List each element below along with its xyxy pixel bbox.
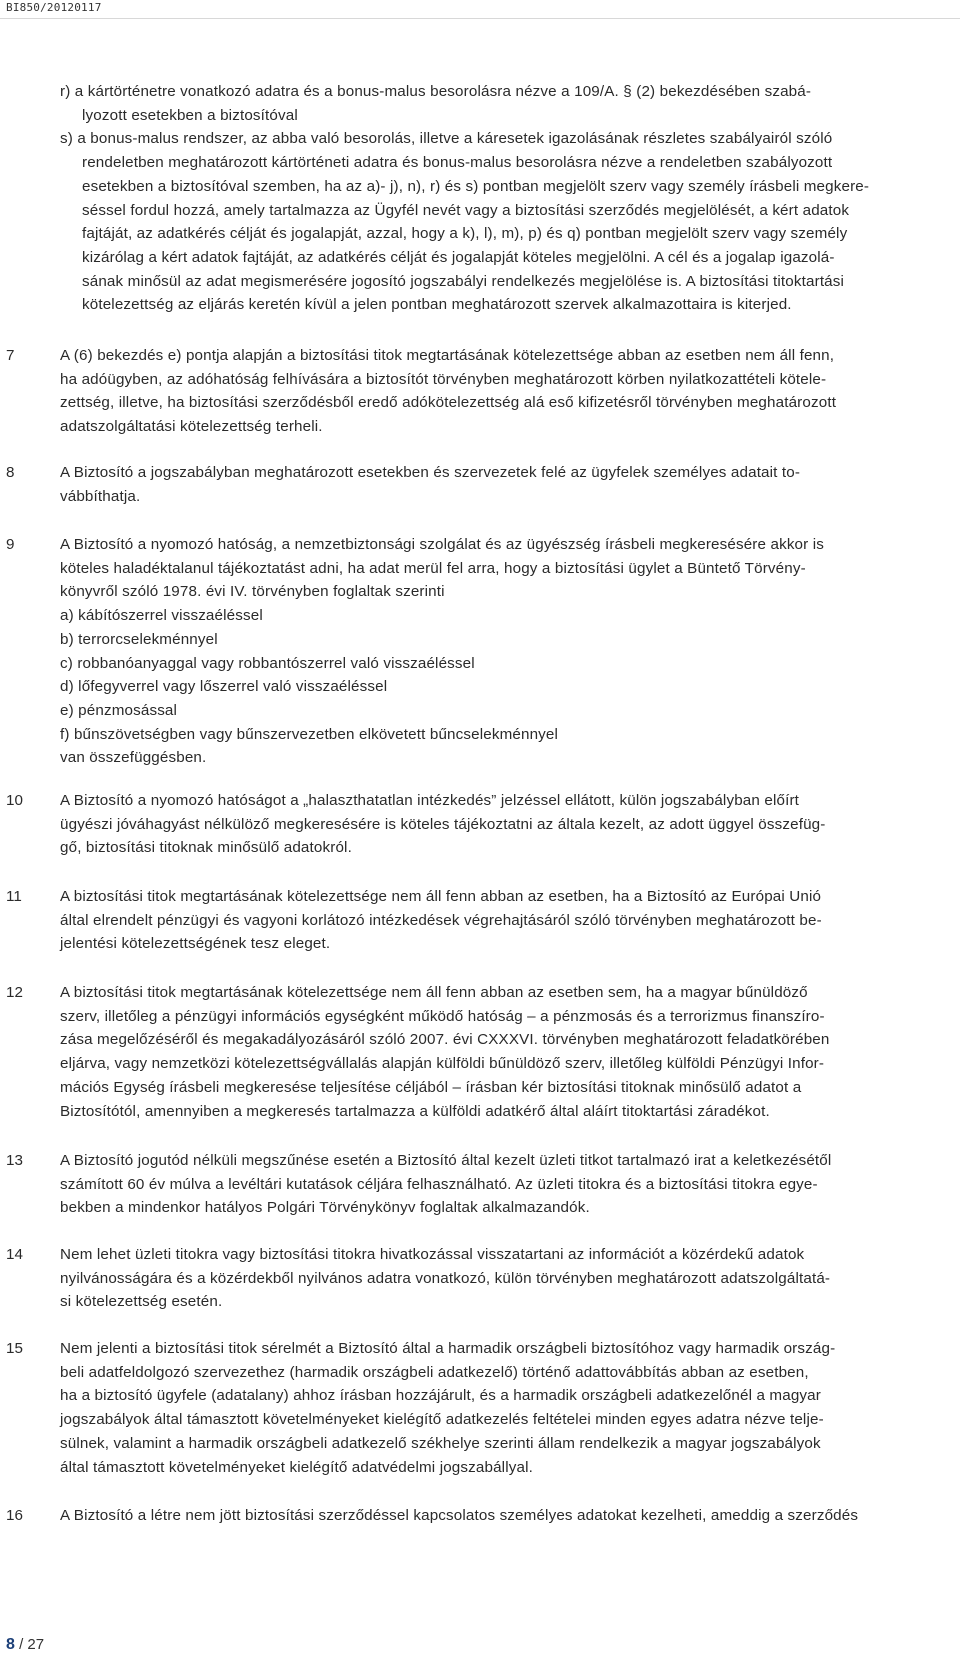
paragraph-line: ügyészi jóváhagyást nélkülöző megkeresésére is köteles tájékoztatni az általa kezelt, az adott üggyel összefüg-: [60, 815, 826, 833]
paragraph-line: b) terrorcselekménnyel: [60, 630, 218, 648]
paragraph-line: A Biztosító a nyomozó hatóság, a nemzetbiztonsági szolgálat és az ügyészség írásbeli megkeresésére akkor is: [60, 536, 825, 553]
paragraph-line: s) a bonus-malus rendszer, az abba való besorolás, illetve a káresetek igazolásának részletes szabályairól szóló: [60, 130, 833, 148]
paragraph-line: Nem jelenti a biztosítási titok sérelmét a Biztosító által a harmadik országbeli biztosítóhoz vagy harmadik ország-: [60, 1340, 836, 1357]
paragraph-line: kötelezettség az eljárás keretén kívül a jelen pontban meghatározott szervek alkalmazottaira is kiterjed.: [82, 296, 792, 314]
paragraph-line: köteles haladéktalanul tájékoztatást adni, ha adat merül fel arra, hogy a biztosítási ügylet a Büntető Törvény-: [60, 559, 806, 577]
paragraph-line: f) bűnszövetségben vagy bűnszervezetben elkövetett bűncselekménnyel: [60, 725, 559, 743]
paragraph-number: 13: [6, 1152, 23, 1169]
paragraph-line: gő, biztosítási titoknak minősülő adatokról.: [60, 839, 352, 857]
paragraph-line: kizárólag a kért adatok fajtáját, az adatkérés célját és jogalapját köteles megjelölni. A cél és a jogalap igazolá-: [82, 248, 835, 266]
paragraph-line: a) kábítószerrel visszaéléssel: [60, 607, 263, 625]
total-pages: / 27: [19, 1636, 45, 1653]
paragraph-number: 8: [6, 464, 15, 481]
paragraph-line: bekben a mindenkor hatályos Polgári Törvénykönyv foglaltak alkalmazandók.: [60, 1199, 590, 1217]
paragraph-number: 9: [6, 536, 15, 553]
paragraph-line: eljárva, vagy nemzetközi kötelezettségvállalás alapján külföldi bűnüldöző szerv, illetőleg külföldi Pénzügyi Infor-: [60, 1055, 825, 1073]
paragraph-line: beli adatfeldolgozó szervezethez (harmadik országbeli adatkezelő) történő adattovábbítás abban az esetben,: [60, 1363, 809, 1381]
document-code: BI850/20120117: [6, 1, 102, 14]
paragraph-line: séssel fordul hozzá, amely tartalmazza az Ügyfél nevét vagy a biztosítási szerződés megjelölését, a kért adatok: [82, 201, 850, 219]
paragraph-number: 11: [6, 888, 22, 905]
paragraph-number: 16: [6, 1507, 23, 1524]
current-page-number: 8: [6, 1636, 15, 1653]
paragraph-line: rendeletben meghatározott kártörténeti adatra és bonus-malus besorolásra nézve a rendeletben szabályozott: [82, 154, 833, 172]
paragraph-line: c) robbanóanyaggal vagy robbantószerrel való visszaéléssel: [60, 654, 475, 672]
paragraph-line: zása megelőzéséről és megakadályozásáról szóló 2007. évi CXXXVI. törvényben meghatározott feladatkörében: [60, 1031, 830, 1049]
paragraph-line: si kötelezettség esetén.: [60, 1293, 223, 1311]
paragraph-line: mációs Egység írásbeli megkeresése teljesítése céljából – írásban kér biztosítási titoknak minősülő adatot a: [60, 1078, 802, 1096]
paragraph-line: vábbíthatja.: [60, 487, 141, 505]
paragraph-line: A Biztosító a nyomozó hatóságot a „halaszthatatlan intézkedés” jelzéssel ellátott, külön jogszabályban előírt: [60, 792, 800, 809]
paragraph-line: A biztosítási titok megtartásának kötelezettsége nem áll fenn abban az esetben sem, ha a magyar bűnüldöző: [60, 984, 808, 1001]
paragraph-line: r) a kártörténetre vonatkozó adatra és a bonus-malus besorolásra nézve a 109/A. § (2) bekezdésében szabá-: [60, 83, 812, 100]
paragraph-number: 7: [6, 347, 15, 364]
paragraph-line: A Biztosító a jogszabályban meghatározott esetekben és szervezetek felé az ügyfelek személyes adatait to-: [60, 464, 801, 481]
paragraph-line: adatszolgáltatási kötelezettség terheli.: [60, 418, 323, 436]
paragraph-line: Biztosítótól, amennyiben a megkeresés tartalmazza a külföldi adatkérő által aláírt titoktartási záradékot.: [60, 1102, 770, 1120]
paragraph-line: A Biztosító a létre nem jött biztosítási szerződéssel kapcsolatos személyes adatokat kezelheti, ameddig a szerződés: [60, 1507, 859, 1524]
paragraph-line: jelentési kötelezettségének tesz eleget.: [60, 935, 331, 953]
page-footer: [6, 1636, 44, 1654]
paragraph-number: 15: [6, 1340, 23, 1357]
paragraph-line: A Biztosító jogutód nélküli megszűnése esetén a Biztosító által kezelt üzleti titkot tartalmazó irat a keletkezésétől: [60, 1152, 832, 1169]
paragraph-line: d) lőfegyverrel vagy lőszerrel való visszaéléssel: [60, 678, 388, 696]
paragraph-line: által elrendelt pénzügyi és vagyoni korlátozó intézkedések végrehajtásáról szóló törvényben meghatározott be-: [60, 911, 822, 929]
paragraph-line: által támasztott követelményeket kielégítő adatvédelmi jogszabállyal.: [60, 1458, 533, 1476]
paragraph-line: fajtáját, az adatkérés célját és jogalapját, azzal, hogy a k), l), m), p) és q) pontban megjelölt szerv vagy személy: [82, 225, 848, 243]
paragraph-line: A biztosítási titok megtartásának kötelezettsége nem áll fenn abban az esetben, ha a Biztosító az Európai Unió: [60, 888, 822, 905]
paragraph-line: ha adóügyben, az adóhatóság felhívására a biztosítót törvényben meghatározott körben nyilatkozattételi kötele-: [60, 370, 827, 388]
paragraph-line: A (6) bekezdés e) pontja alapján a biztosítási titok megtartásának kötelezettsége abban az esetben nem áll fenn,: [60, 347, 835, 364]
paragraph-line: esetekben a biztosítóval szemben, ha az a)- j), n), r) és s) pontban megjelölt szerv vagy személy írásbeli megkere-: [82, 177, 870, 195]
paragraph-line: számított 60 év múlva a levéltári kutatások céljára felhasználható. Az üzleti titokra és a biztosítási titokra egye-: [60, 1175, 818, 1193]
paragraph-line: jogszabályok által támasztott követelményeket kielégítő adatkezelés feltételei minden egyes adatra nézve telje-: [60, 1411, 824, 1429]
paragraph-line: lyozott esetekben a biztosítóval: [82, 106, 298, 124]
paragraph-number: 14: [6, 1246, 23, 1263]
paragraph-number: 12: [6, 984, 23, 1001]
paragraph-line: szerv, illetőleg a pénzügyi információs egységként működő hatóság – a pénzmosás és a terrorizmus finanszíro-: [60, 1007, 825, 1025]
paragraph-line: nyilvánosságára és a közérdekből nyilvános adatra vonatkozó, külön törvényben meghatározott adatszolgáltatá-: [60, 1269, 831, 1287]
paragraph-line: ha a biztosító ügyfele (adatalany) ahhoz írásban hozzájárult, és a harmadik országbeli adatkezelőnél a magyar: [60, 1387, 821, 1405]
paragraph-line: könyvről szóló 1978. évi IV. törvényben foglaltak szerinti: [60, 583, 445, 601]
paragraph-number: 10: [6, 792, 23, 809]
paragraph-line: e) pénzmosással: [60, 701, 178, 719]
header-divider: [0, 18, 960, 19]
paragraph-line: zettség, illetve, ha biztosítási szerződésből eredő adókötelezettség alá eső kifizetésről törvényben meghatározott: [60, 394, 837, 412]
paragraph-line: sülnek, valamint a harmadik országbeli adatkezelő székhelye szerinti állam rendelkezik a magyar jogszabályok: [60, 1434, 821, 1452]
paragraph-line: sának minősül az adat megismerésére jogosító jogszabályi rendelkezés megjelölése is. A biztosítási titoktartási: [82, 272, 845, 290]
paragraph-line: Nem lehet üzleti titokra vagy biztosítási titokra hivatkozással visszatartani az információt a közérdekű adatok: [60, 1246, 805, 1263]
paragraph-line: van összefüggésben.: [60, 749, 207, 767]
